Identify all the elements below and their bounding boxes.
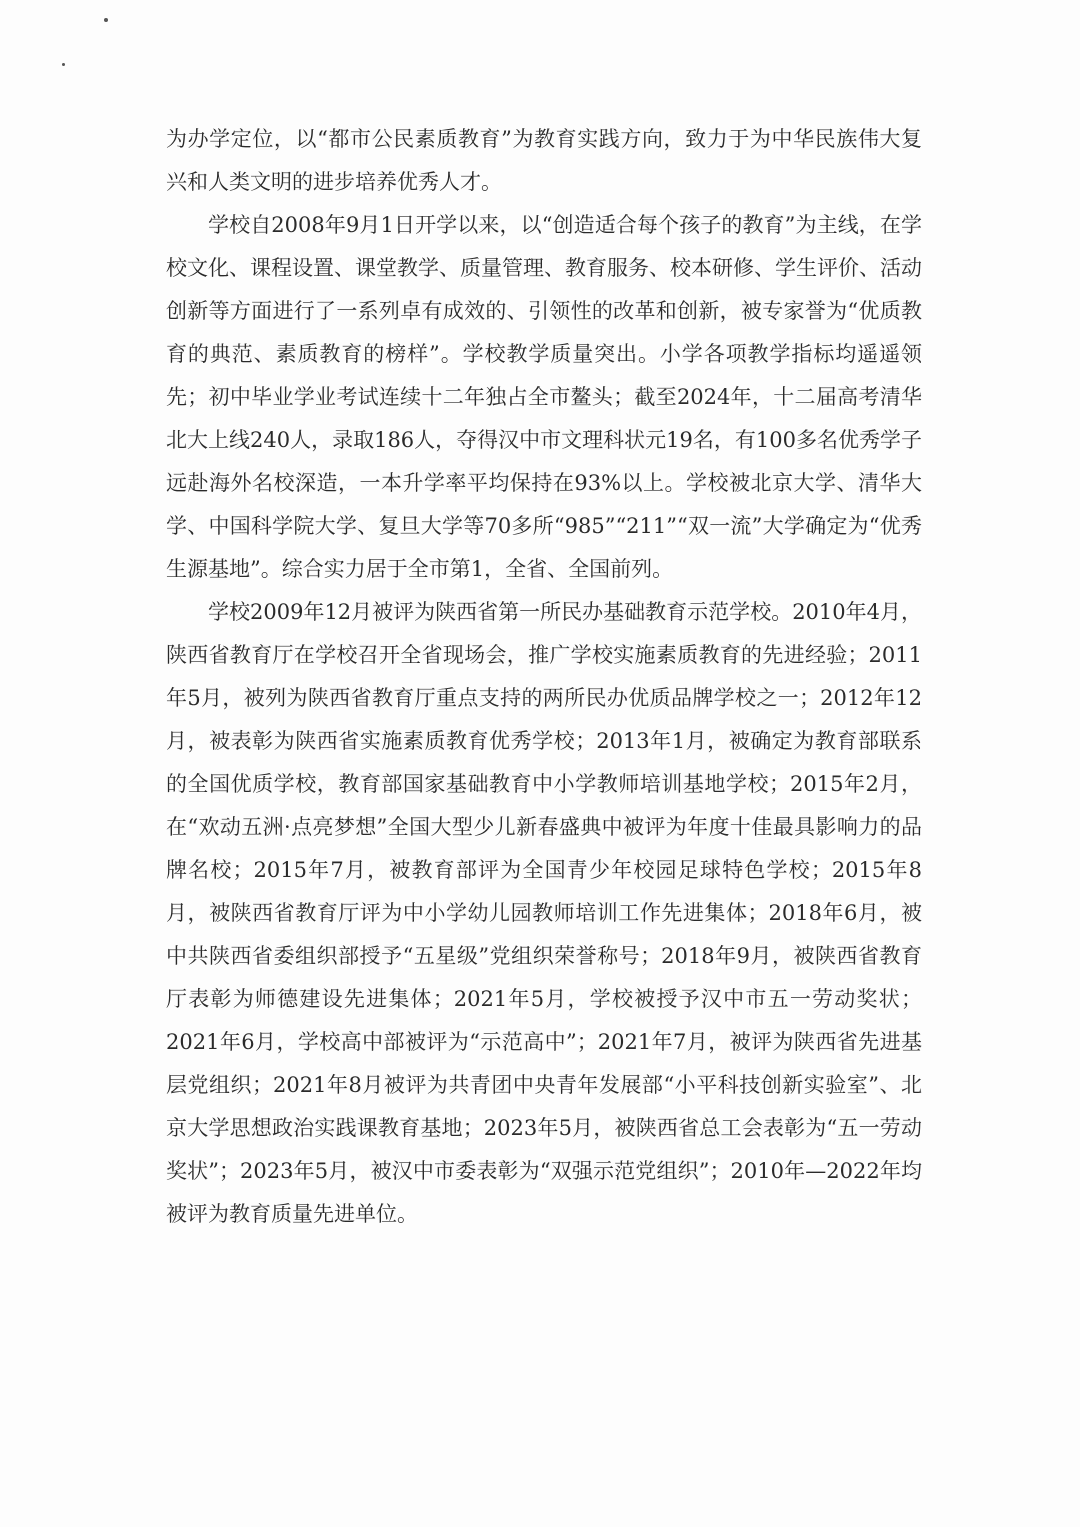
paragraph-3: 学校2009年12月被评为陕西省第一所民办基础教育示范学校。2010年4月，陕西省教育厅在学校召开全省现场会，推广学校实施素质教育的先进经验；2011年5月，被列为陕西省教育厅重点支持的两所民办优质品牌学校之一；2012年12月，被表彰为陕西省实施素质教育优秀学校；2013年1月，被确定为教育部联系的全国优质学校，教育部国家基础教育中小学教师培训基地学校；2015年2月，在“欢动五洲·点亮梦想”全国大型少儿新春盛典中被评为年度十佳最具影响力的品牌名校；2015年7月，被教育部评为全国青少年校园足球特色学校；2015年8月，被陕西省教育厅评为中小学幼儿园教师培训工作先进集体；2018年6月，被中共陕西省委组织部授予“五星级”党组织荣誉称号；2018年9月，被陕西省教育厅表彰为师德建设先进集体；2021年5月，学校被授予汉中市五一劳动奖状；2021年6月，学校高中部被评为“示范高中”；2021年7月，被评为陕西省先进基层党组织；2021年8月被评为共青团中央青年发展部“小平科技创新实验室”、北京大学思想政治实践课教育基地；2023年5月，被陕西省总工会表彰为“五一劳动奖状”；2023年5月，被汉中市委表彰为“双强示范党组织”；2010年—2022年均被评为教育质量先进单位。 [166,600,922,1226]
paragraph-1: 为办学定位，以“都市公民素质教育”为教育实践方向，致力于为中华民族伟大复兴和人类文明的进步培养优秀人才。 [166,127,922,194]
document-body [166,118,922,1236]
scan-speck [104,18,108,22]
paragraph-2: 学校自2008年9月1日开学以来，以“创造适合每个孩子的教育”为主线，在学校文化、课程设置、课堂教学、质量管理、教育服务、校本研修、学生评价、活动创新等方面进行了一系列卓有成效的、引领性的改革和创新，被专家誉为“优质教育的典范、素质教育的榜样”。学校教学质量突出。小学各项教学指标均遥遥领先；初中毕业学业考试连续十二年独占全市鳌头；截至2024年，十二届高考清华北大上线240人，录取186人，夺得汉中市文理科状元19名，有100多名优秀学子远赴海外名校深造，一本升学率平均保持在93%以上。学校被北京大学、清华大学、中国科学院大学、复旦大学等70多所“985”“211”“双一流”大学确定为“优秀生源基地”。综合实力居于全市第1，全省、全国前列。 [166,213,922,581]
scan-speck [62,63,65,66]
